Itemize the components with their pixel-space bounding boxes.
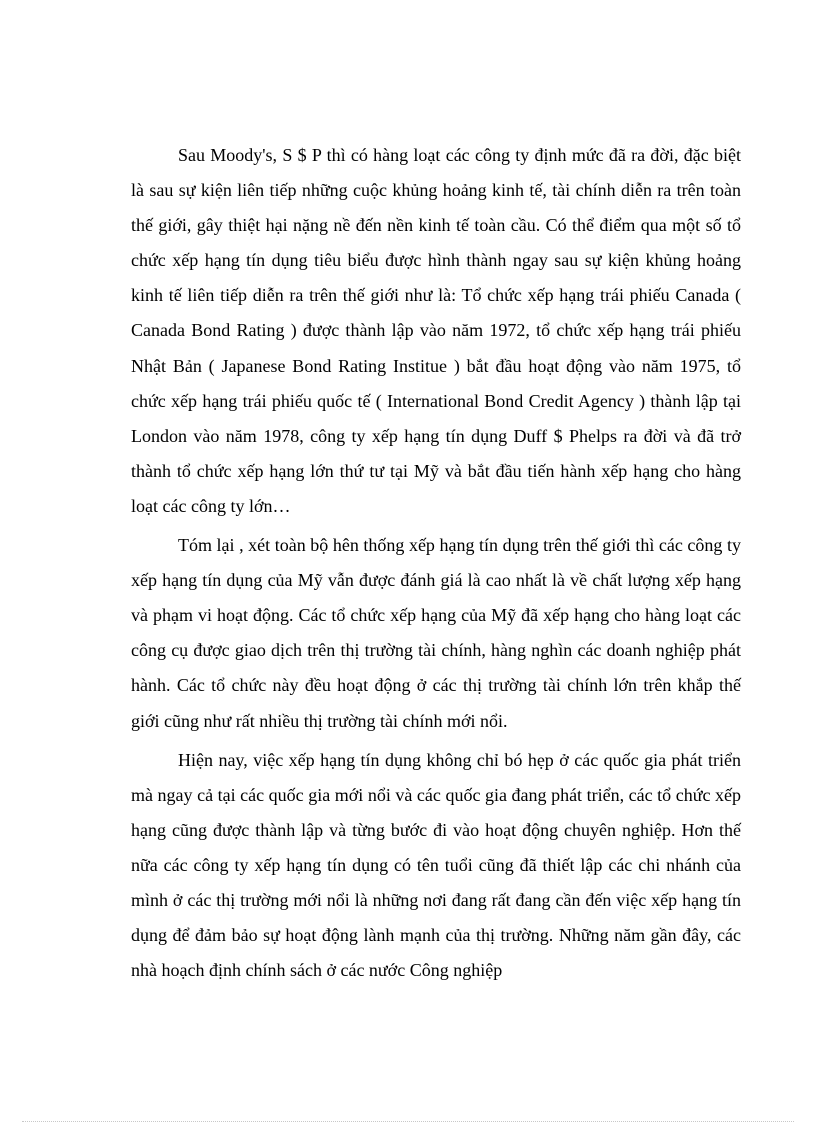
- paragraph-2: Tóm lại , xét toàn bộ hên thống xếp hạng tín dụng trên thế giới thì các công ty xếp hạng tín dụng của Mỹ vẫn được đánh giá là cao nhất là về chất lượng xếp hạng và phạm vi hoạt động. Các tổ chức xếp hạng của Mỹ đã xếp hạng cho hàng loạt các công cụ được giao dịch trên thị trường tài chính, hàng nghìn các doanh nghiệp phát hành. Các tổ chức này đều hoạt động ở các thị trường tài chính lớn trên khắp thế giới cũng như rất nhiều thị trường tài chính mới nổi.: [131, 535, 741, 731]
- page-bottom-divider: [22, 1121, 794, 1122]
- paragraph-1: Sau Moody's, S $ P thì có hàng loạt các công ty định mức đã ra đời, đặc biệt là sau sự kiện liên tiếp những cuộc khủng hoảng kinh tế, tài chính diễn ra trên toàn thế giới, gây thiệt hại nặng nề đến nền kinh tế toàn cầu. Có thể điểm qua một số tổ chức xếp hạng tín dụng tiêu biểu được hình thành ngay sau sự kiện khủng hoảng kinh tế liên tiếp diễn ra trên thế giới như là: Tổ chức xếp hạng trái phiếu Canada ( Canada Bond Rating ) được thành lập vào năm 1972, tổ chức xếp hạng trái phiếu Nhật Bản ( Japanese Bond Rating Institue ) bắt đầu hoạt động vào năm 1975, tổ chức xếp hạng trái phiếu quốc tế ( International Bond Credit Agency ) thành lập tại London vào năm 1978, công ty xếp hạng tín dụng Duff $ Phelps ra đời và đã trở thành tổ chức xếp hạng lớn thứ tư tại Mỹ và bắt đầu tiến hành xếp hạng cho hàng loạt các công ty lớn…: [131, 145, 741, 516]
- document-body: [131, 138, 741, 988]
- paragraph-3: Hiện nay, việc xếp hạng tín dụng không chỉ bó hẹp ở các quốc gia phát triển mà ngay cả tại các quốc gia mới nổi và các quốc gia đang phát triển, các tổ chức xếp hạng cũng được thành lập và từng bước đi vào hoạt động chuyên nghiệp. Hơn thế nữa các công ty xếp hạng tín dụng có tên tuổi cũng đã thiết lập các chi nhánh của mình ở các thị trường mới nổi là những nơi đang rất đang cần đến việc xếp hạng tín dụng để đảm bảo sự hoạt động lành mạnh của thị trường. Những năm gần đây, các nhà hoạch định chính sách ở các nước Công nghiệp: [131, 749, 741, 981]
